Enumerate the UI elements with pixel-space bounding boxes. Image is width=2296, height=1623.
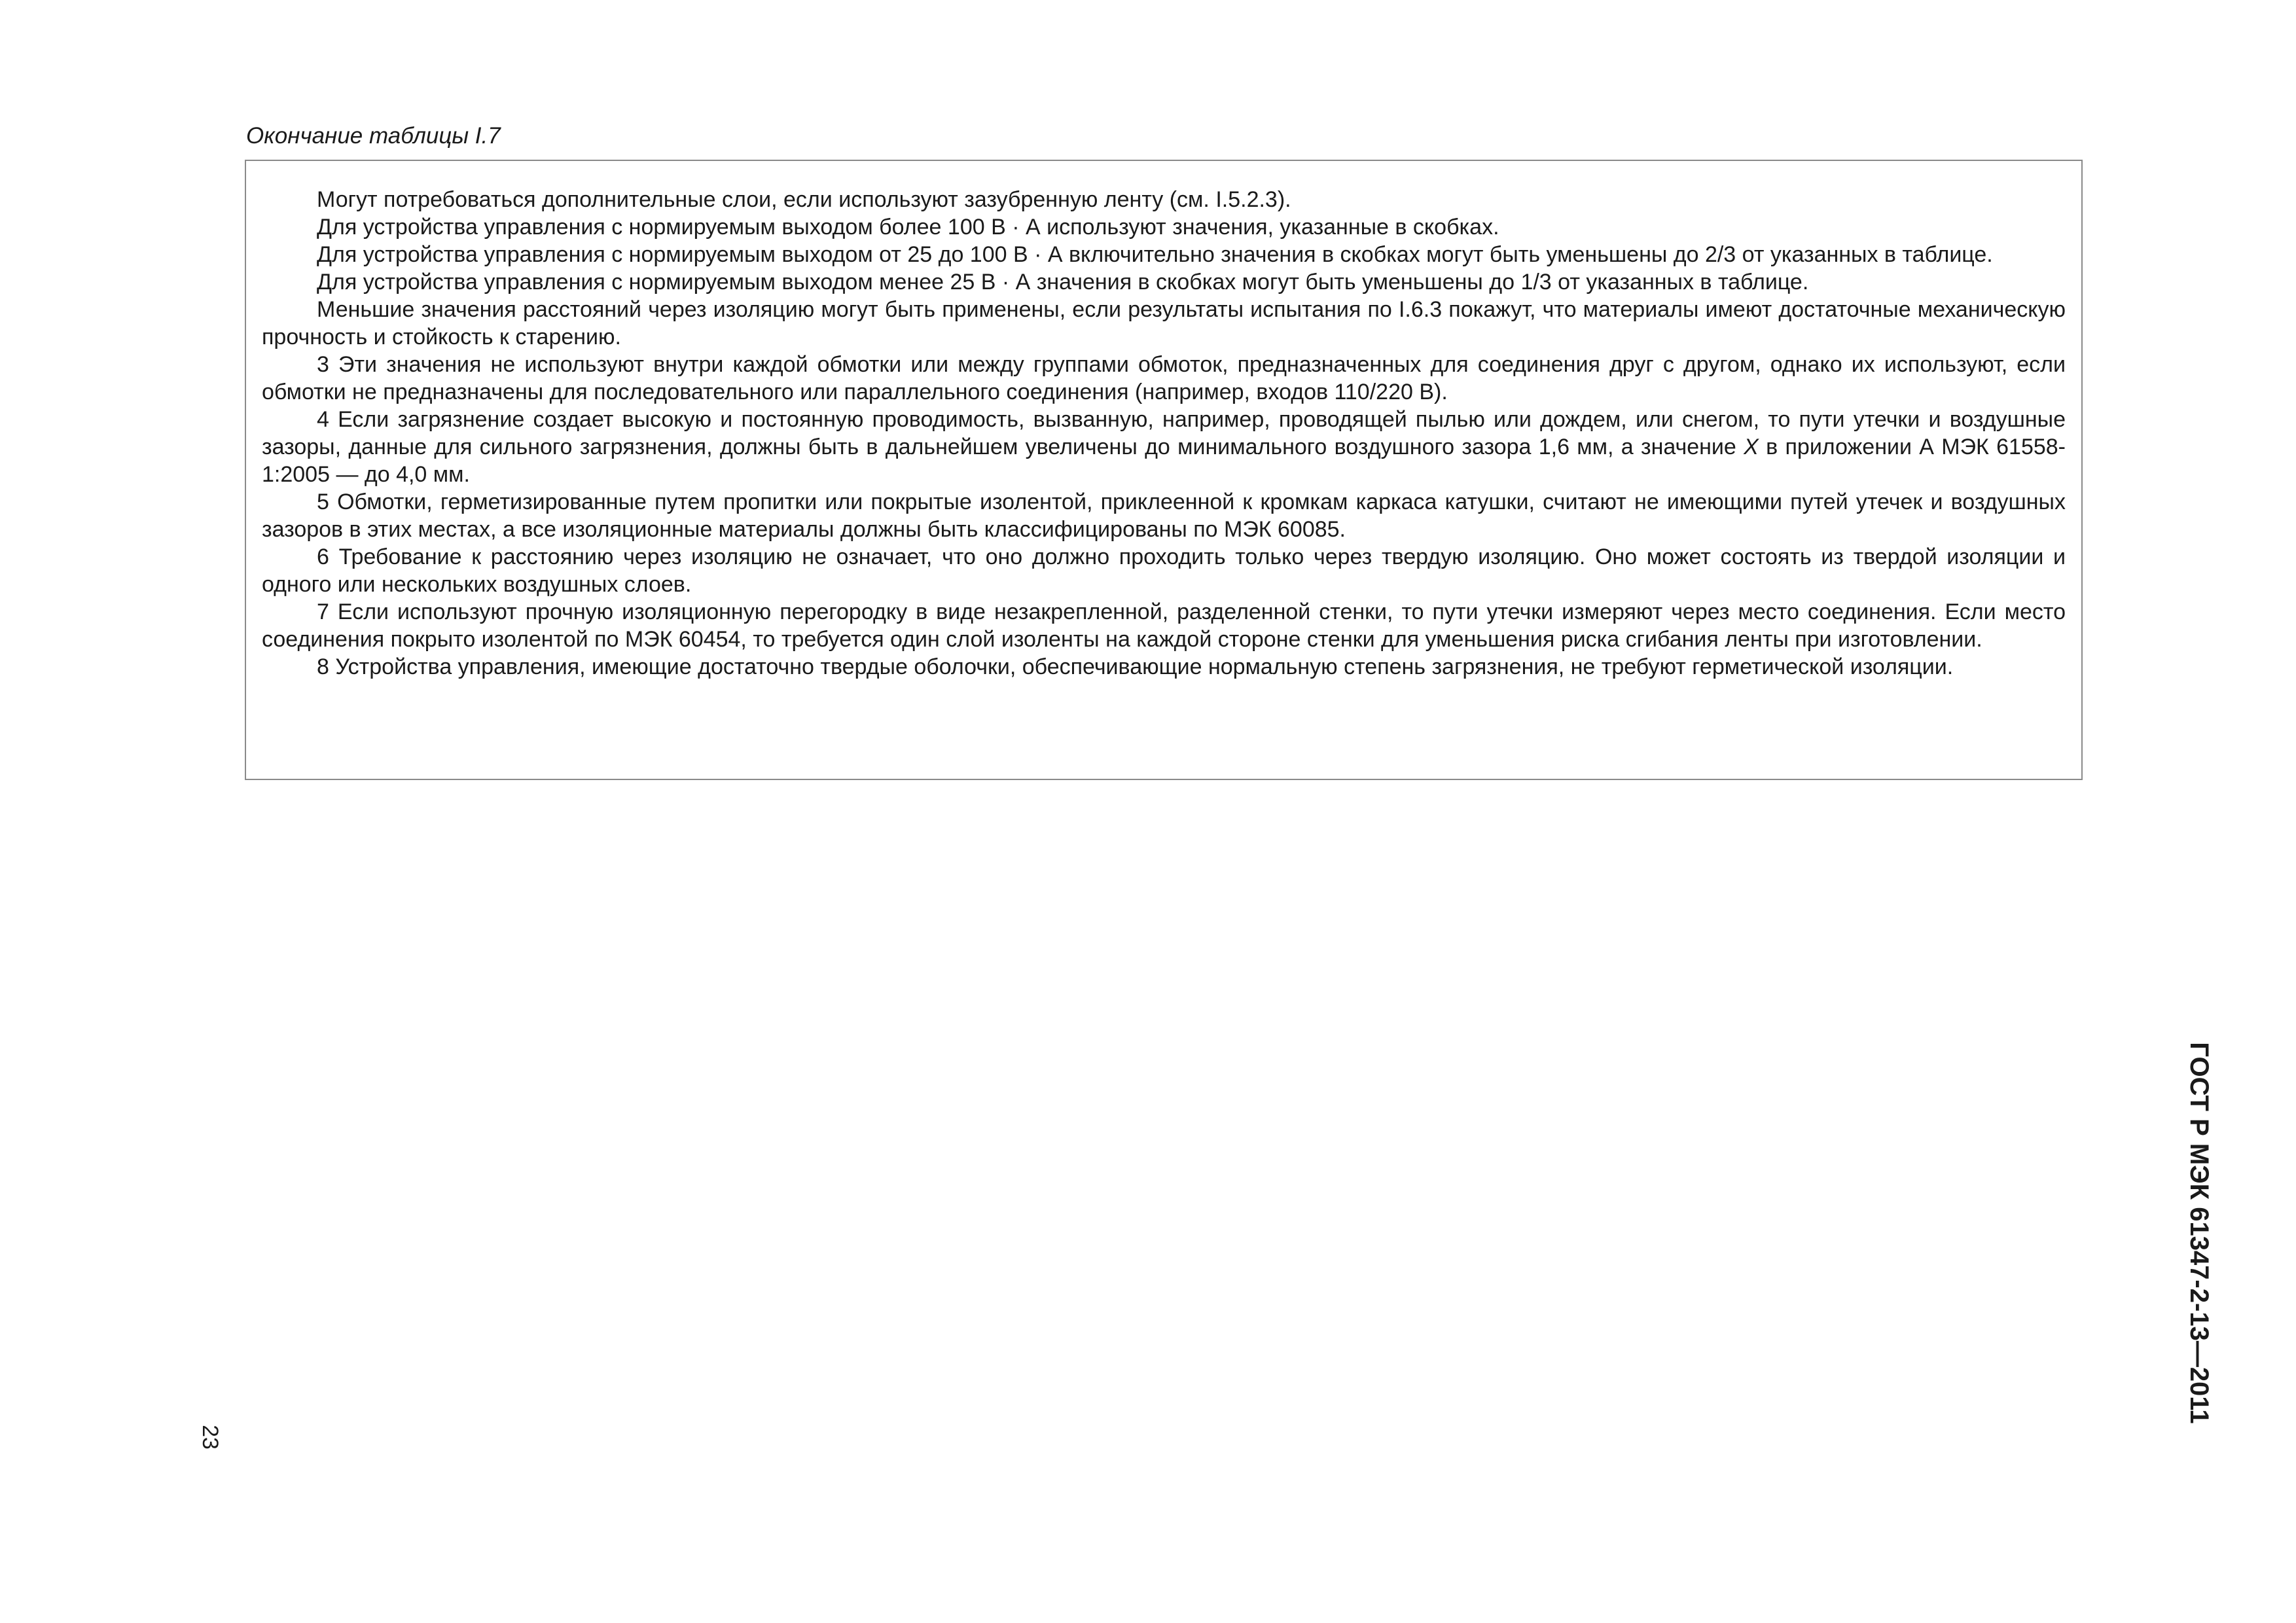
table-note: 5 Обмотки, герметизированные путем пропитки или покрытые изолентой, приклеенной к кромкам каркаса катушки, считают не имеющими путей утечек и воздушных зазоров в этих местах, а все изоляционные материалы должны быть классифицированы по МЭК 60085. xyxy=(262,490,2066,542)
table-note-variable: X xyxy=(1744,435,1759,459)
table-continuation-caption: Окончание таблицы I.7 xyxy=(246,123,501,149)
table-note: Могут потребоваться дополнительные слои, если используют зазубренную ленту (см. I.5.2.3). xyxy=(317,187,1291,212)
table-note: Для устройства управления с нормируемым выходом более 100 В · А используют значения, указанные в скобках. xyxy=(317,215,1499,240)
document-code: ГОСТ Р МЭК 61347-2-13—2011 xyxy=(2185,1042,2214,1424)
table-note: 3 Эти значения не используют внутри каждой обмотки или между группами обмоток, предназначенных для соединения друг с другом, однако их используют, если обмотки не предназначены для последовательного или параллельного соединения (например, входов 110/220 В). xyxy=(262,352,2066,404)
table-note-text: в приложении А МЭК 61558-1:2005 — до 4,0 мм. xyxy=(262,435,2066,487)
table-note: Для устройства управления с нормируемым выходом менее 25 В · А значения в скобках могут быть уменьшены до 1/3 от указанных в таблице. xyxy=(317,270,1809,294)
table-note: Для устройства управления с нормируемым выходом от 25 до 100 В · А включительно значения в скобках могут быть уменьшены до 2/3 от указанных в таблице. xyxy=(317,242,1993,267)
table-note-text: 4 Если загрязнение создает высокую и постоянную проводимость, вызванную, например, проводящей пылью или дождем, или снегом, то пути утечки и воздушные зазоры, данные для сильного загрязнения, должны быть в дальнейшем увеличены до минимального воздушного зазора 1,6 мм, а значение xyxy=(262,407,2066,459)
table-note: 8 Устройства управления, имеющие достаточно твердые оболочки, обеспечивающие нормальную степень загрязнения, не требуют герметической изоляции. xyxy=(317,654,1954,679)
table-note: Меньшие значения расстояний через изоляцию могут быть применены, если результаты испытания по I.6.3 покажут, что материалы имеют достаточные механическую прочность и стойкость к старению. xyxy=(262,297,2066,349)
page-number: 23 xyxy=(197,1425,223,1450)
table-note: 6 Требование к расстоянию через изоляцию не означает, что оно должно проходить только через твердую изоляцию. Оно может состоять из твердой изоляции и одного или нескольких воздушных слоев. xyxy=(262,544,2066,597)
table-notes-box xyxy=(245,160,2083,780)
table-note xyxy=(262,406,2066,488)
table-note: 7 Если используют прочную изоляционную перегородку в виде незакрепленной, разделенной стенки, то пути утечки измеряют через место соединения. Если место соединения покрыто изолентой по МЭК 60454, то требуется один слой изоленты на каждой стороне стенки для уменьшения риска сгибания ленты при изготовлении. xyxy=(262,599,2066,652)
